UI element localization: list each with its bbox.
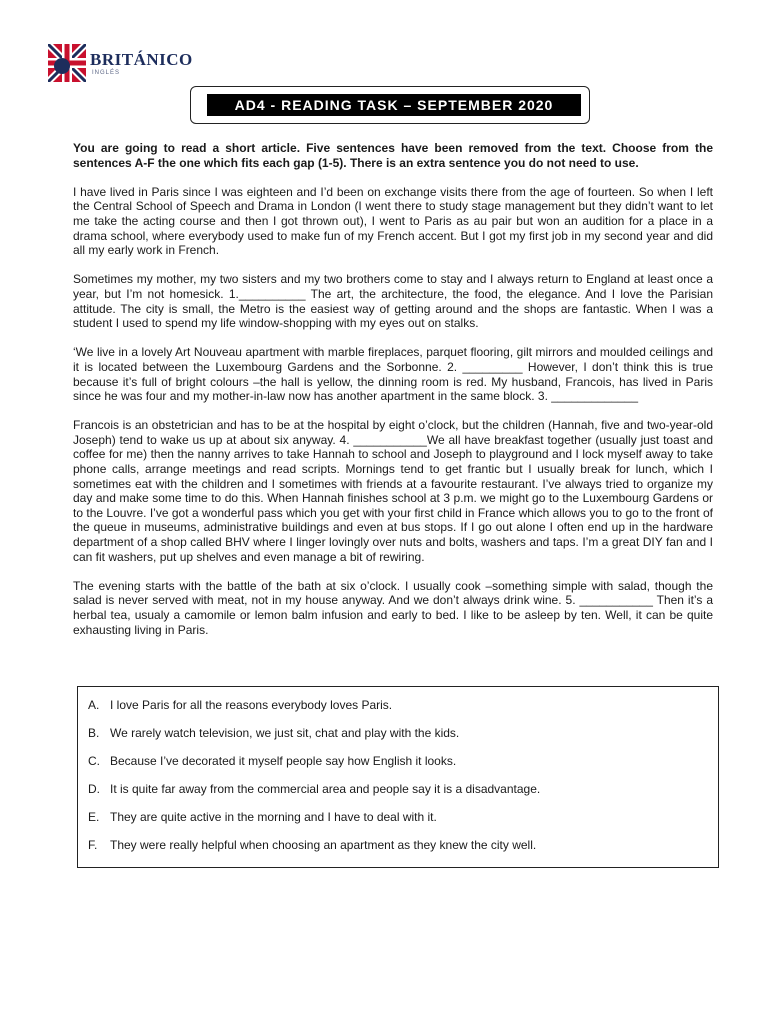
article-paragraph-2: Sometimes my mother, my two sisters and my two brothers come to stay and I always return to England at least once a year, but I’m not homesick. 1.__________ The art, the architecture, the food, the elegance. And I love the Parisian attitude. The city is small, the Metro is the easiest way of getting around and the shops are fantastic. When I was a student I used to spend my life window-shopping with my eyes out on stalks.: [73, 272, 713, 331]
option-text: It is quite far away from the commercial area and people say it is a disadvantage.: [110, 782, 541, 796]
option-letter: A.: [88, 698, 100, 712]
logo-sub-text: INGLÉS: [92, 70, 121, 76]
instructions-text: You are going to read a short article. Five sentences have been removed from the text. Choose from the sentences A-F the one which fits each gap (1-5). There is an extra sentence you do not need to use.: [73, 141, 713, 170]
option-letter: B.: [88, 726, 100, 740]
article-content: [73, 141, 713, 652]
option-b: [88, 719, 708, 747]
option-c: [88, 747, 708, 775]
option-text: Because I’ve decorated it myself people say how English it looks.: [110, 754, 457, 768]
union-jack-lion-icon: [48, 44, 86, 82]
sentence-options-box: [77, 686, 719, 868]
option-e: [88, 803, 708, 831]
option-letter: F.: [88, 838, 98, 852]
option-text: They are quite active in the morning and I have to deal with it.: [110, 810, 437, 824]
option-letter: D.: [88, 782, 100, 796]
option-d: [88, 775, 708, 803]
britanico-logo: [48, 44, 198, 84]
option-a: [88, 691, 708, 719]
article-paragraph-3: ‘We live in a lovely Art Nouveau apartment with marble fireplaces, parquet flooring, gilt mirrors and moulded ceilings and it is located between the Luxembourg Gardens and the Sorbonne. 2. _________ However, I don’t think this is true because it’s full of bright colours –the hall is yellow, the dinning room is red. My husband, Francois, has lived in Paris since he was four and my mother-in-law now has another apartment in the same block. 3. _____________: [73, 345, 713, 404]
article-paragraph-4: Francois is an obstetrician and has to be at the hospital by eight o’clock, but the children (Hannah, five and two-year-old Joseph) tend to wake us up at about six anyway. 4. ___________We all have breakfast together (usually just toast and coffee for me) then the nanny arrives to take Hannah to school and Joseph to playground and I lock myself away to take phone calls, arrange meetings and read scripts. Mornings tend to get frantic but I usually break for lunch, which I sometimes eat with the children and I sometimes with friends at a favourite restaurant. I’ve always tried to organize my day and make some time to do this. When Hannah finishes school at 3 p.m. we might go to the Luxembourg Gardens or to the Louvre. I’ve got a wonderful pass which you get with your first child in France which allows you to go to the front of the queue in museums, administrative buildings and even at bus stops. If I go out alone I often end up in the hardware department of a shop called BHV where I linger lovingly over nuts and bolts, washers and taps. I’m a great DIY fan and I can fit washers, put up shelves and even manage a bit of rewiring.: [73, 418, 713, 564]
page-title: AD4 - READING TASK – SEPTEMBER 2020: [207, 94, 581, 116]
option-text: They were really helpful when choosing an apartment as they knew the city well.: [110, 838, 537, 852]
logo-brand-text: BRITÁNICO: [90, 50, 193, 69]
option-text: I love Paris for all the reasons everybody loves Paris.: [110, 698, 393, 712]
article-paragraph-1: I have lived in Paris since I was eighteen and I’d been on exchange visits there from the age of fourteen. So when I left the Central School of Speech and Drama in London (I went there to study stage management but they didn’t want to let me take the acting course and then I got thrown out), I went to Paris as au pair but won an audition for a place in a drama school, where everybody used to make fun of my French accent. But I got my first job in my second year and did all my early work in French.: [73, 184, 713, 258]
option-text: We rarely watch television, we just sit, chat and play with the kids.: [110, 726, 460, 740]
option-letter: C.: [88, 754, 100, 768]
option-letter: E.: [88, 810, 100, 824]
option-f: [88, 831, 708, 859]
article-paragraph-5: The evening starts with the battle of the bath at six o’clock. I usually cook –something simple with salad, though the salad is never served with meat, not in my house anyway. And we don’t always drink wine. 5. ___________ Then it’s a herbal tea, usualy a camomile or lemon balm infusion and early to bed. I like to be asleep by ten. Well, it can be quite exhausting living in Paris.: [73, 578, 713, 637]
